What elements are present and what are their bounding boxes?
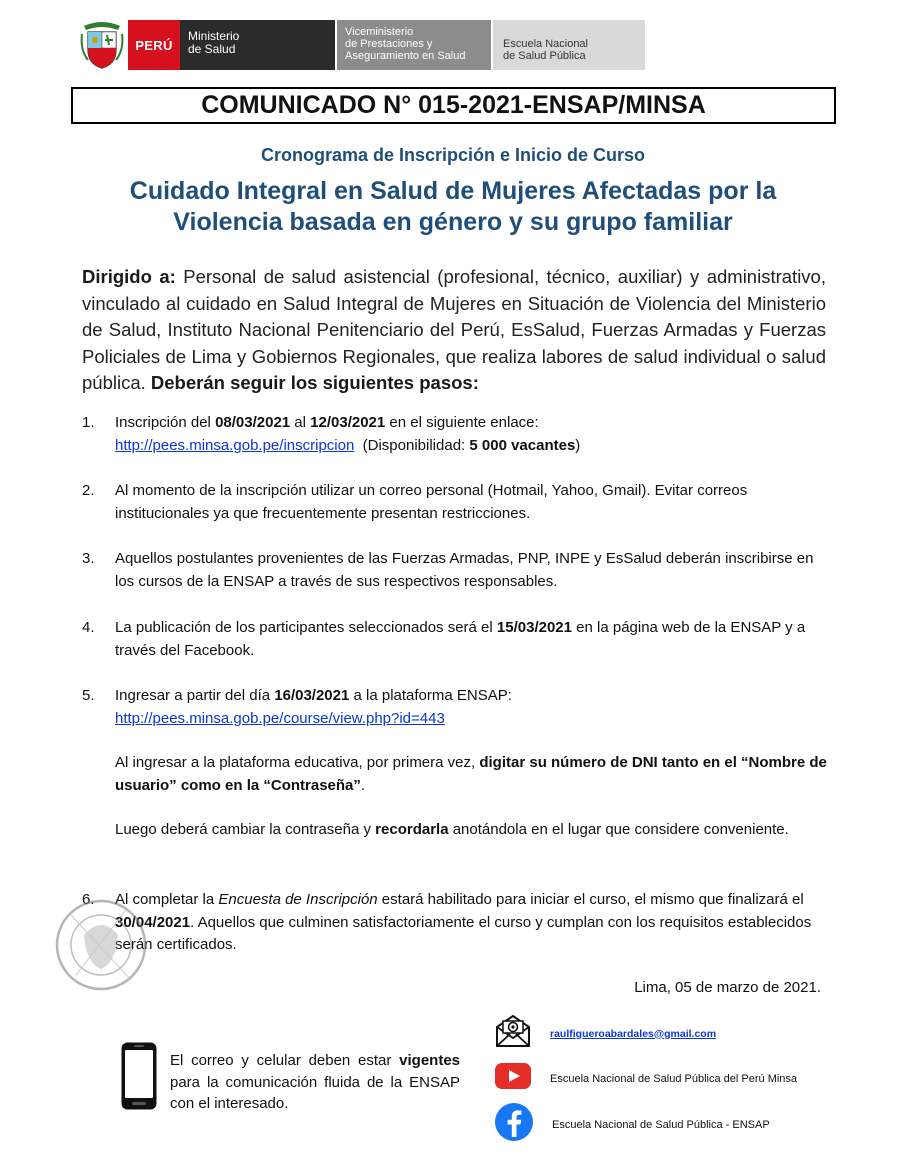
step-number: 4. bbox=[82, 619, 95, 636]
facebook-icon bbox=[494, 1102, 534, 1147]
intro-label: Dirigido a: bbox=[82, 266, 176, 287]
place-and-date: Lima, 05 de marzo de 2021. bbox=[634, 979, 821, 996]
step-text: . bbox=[360, 776, 366, 794]
step-number: 5. bbox=[82, 687, 95, 704]
peru-label: PERÚ bbox=[128, 20, 180, 70]
step-text: en la página web de la ENSAP y a través del Facebook. bbox=[115, 619, 806, 659]
access-date: 16/03/2021 bbox=[274, 687, 350, 704]
steps-lead: Deberán seguir los siguientes pasos: bbox=[150, 372, 479, 393]
facebook-contact bbox=[494, 1102, 770, 1147]
youtube-channel-name[interactable]: Escuela Nacional de Salud Pública del Perú Minsa bbox=[550, 1072, 798, 1085]
step-text: al bbox=[290, 414, 311, 431]
step-text: . Aquellos que culminen satisfactoriamente el curso y cumplan con los requisitos establecidos serán certificados. bbox=[115, 913, 812, 953]
step-1 bbox=[82, 412, 827, 457]
start-date: 08/03/2021 bbox=[215, 414, 291, 431]
step-text: anotándola en el lugar que considere conveniente. bbox=[448, 821, 789, 838]
vice-line-1: Viceministerio bbox=[345, 26, 414, 38]
course-link[interactable]: http://pees.minsa.gob.pe/course/view.php?id=443 bbox=[115, 709, 445, 727]
youtube-contact bbox=[494, 1062, 797, 1095]
step-number: 2. bbox=[82, 482, 95, 499]
youtube-icon bbox=[494, 1062, 532, 1095]
subtitle: Cronograma de Inscripción e Inicio de Curso bbox=[260, 145, 646, 165]
note-bold: vigentes bbox=[399, 1052, 460, 1069]
ministerio-line-2: de Salud bbox=[188, 42, 236, 56]
escuela-line-2: de Salud Pública bbox=[503, 50, 586, 62]
step-text: a la plataforma ENSAP: bbox=[349, 687, 512, 704]
step-text: La publicación de los participantes seleccionados será el bbox=[115, 619, 497, 636]
step-text: Al momento de la inscripción utilizar un correo personal (Hotmail, Yahoo, Gmail). Evitar correos institucionales ya que frecuentemente presentan restricciones. bbox=[115, 482, 748, 522]
contact-validity-note bbox=[170, 1050, 460, 1115]
step-6 bbox=[82, 889, 827, 957]
escuela-nacional-label bbox=[493, 20, 645, 70]
publication-date: 15/03/2021 bbox=[496, 619, 572, 636]
course-title-line-2: Violencia basada en género y su grupo familiar bbox=[173, 208, 733, 236]
email-link[interactable]: raulfigueroabardales@gmail.com bbox=[550, 1027, 717, 1040]
note-text: para la comunicación fluida de la ENSAP con el interesado. bbox=[170, 1073, 460, 1112]
course-title bbox=[60, 176, 846, 238]
email-contact bbox=[494, 1014, 716, 1053]
mobile-phone-icon bbox=[120, 1041, 158, 1116]
ministerio-de-salud-label bbox=[180, 20, 335, 70]
remember-label: recordarla bbox=[375, 821, 449, 838]
step-4 bbox=[82, 617, 827, 662]
step-number: 3. bbox=[82, 550, 95, 567]
official-seal-stamp bbox=[46, 885, 156, 1020]
course-title-line-1: Cuidado Integral en Salud de Mujeres Afectadas por la bbox=[129, 177, 777, 205]
step-5 bbox=[82, 685, 827, 842]
viceministerio-label bbox=[337, 20, 491, 70]
intro-text: Personal de salud asistencial (profesional, técnico, auxiliar) y administrativo, vinculado al cuidado en Salud Integral de Mujeres en Situación de Violencia del Ministerio de Salud, Instituto Nacional Penitenciario del Perú, EsSalud, Fuerzas Armadas y Fuerzas Policiales de Lima y Gobiernos Regionales, que realiza labores de salud individual o salud pública. bbox=[82, 266, 826, 393]
password-instructions bbox=[115, 819, 827, 842]
ministerio-line-1: Ministerio bbox=[188, 29, 240, 43]
end-course-date: 30/04/2021 bbox=[115, 913, 191, 931]
vice-line-3: Aseguramiento en Salud bbox=[345, 50, 466, 62]
vice-line-2: de Prestaciones y bbox=[345, 38, 433, 50]
step-text: en el siguiente enlace: bbox=[385, 414, 539, 431]
end-date: 12/03/2021 bbox=[310, 414, 386, 431]
step-2 bbox=[82, 480, 827, 525]
step-text: Aquellos postulantes provenientes de las Fuerzas Armadas, PNP, INPE y EsSalud deberán inscribirse en los cursos de la ENSAP a través de sus respectivos responsables. bbox=[115, 550, 814, 590]
step-number: 6. bbox=[82, 891, 95, 908]
step-text: Al completar la bbox=[115, 891, 219, 908]
login-instructions bbox=[115, 752, 827, 797]
dni-instruction: digitar su número de DNI tanto en el “Nombre de usuario” como en la “Contraseña” bbox=[115, 754, 827, 794]
step-3 bbox=[82, 548, 827, 593]
registration-link[interactable]: http://pees.minsa.gob.pe/inscripcion bbox=[115, 436, 355, 454]
vacancies-count: 5 000 vacantes bbox=[469, 436, 576, 454]
step-text: Al ingresar a la plataforma educativa, por primera vez, bbox=[115, 754, 480, 771]
survey-name: Encuesta de Inscripción bbox=[218, 891, 378, 908]
step-text: estará habilitado para iniciar el curso, el mismo que finalizará el bbox=[377, 891, 804, 908]
intro-paragraph bbox=[82, 264, 826, 397]
peru-coat-of-arms-icon bbox=[80, 20, 124, 70]
escuela-line-1: Escuela Nacional bbox=[503, 38, 588, 50]
facebook-page-name[interactable]: Escuela Nacional de Salud Pública - ENSAP bbox=[552, 1118, 770, 1131]
header-banner bbox=[80, 20, 645, 70]
step-text: Inscripción del bbox=[115, 414, 216, 431]
email-icon bbox=[494, 1014, 532, 1053]
note-text: El correo y celular deben estar bbox=[170, 1052, 400, 1069]
step-number: 1. bbox=[82, 414, 95, 431]
step-text: ) bbox=[575, 436, 581, 454]
step-text: Luego deberá cambiar la contraseña y bbox=[115, 821, 376, 838]
communique-title: COMUNICADO N° 015-2021-ENSAP/MINSA bbox=[71, 87, 836, 124]
step-text: Ingresar a partir del día bbox=[115, 687, 275, 704]
step-text: (Disponibilidad: bbox=[354, 436, 470, 454]
